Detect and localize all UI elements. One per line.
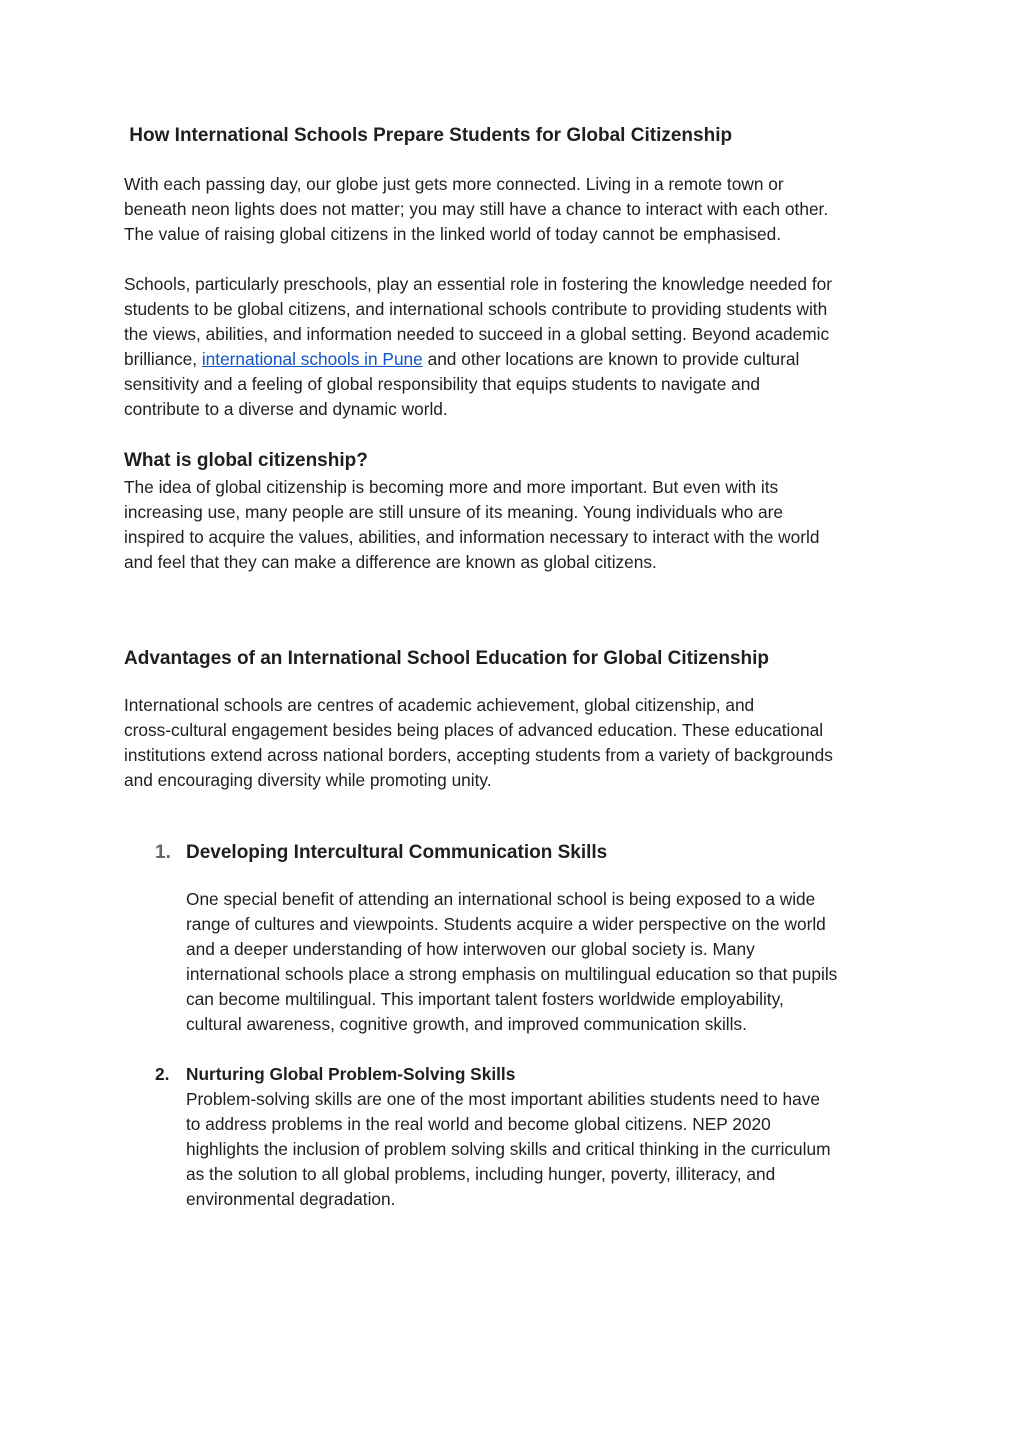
text-line: increasing use, many people are still unsure of its meaning. Young individuals who are xyxy=(124,502,784,522)
list-number: 1. xyxy=(155,842,171,863)
text-line: International schools are centres of academic achievement, global citizenship, and xyxy=(124,695,755,715)
text-line: Schools, particularly preschools, play an essential role in fostering the knowledge needed for xyxy=(124,274,832,294)
text-line: range of cultures and viewpoints. Students acquire a wider perspective on the world xyxy=(186,914,826,934)
text-line: institutions extend across national borders, accepting students from a variety of backgrounds xyxy=(124,745,833,765)
text-line: One special benefit of attending an international school is being exposed to a wide xyxy=(186,889,816,909)
text-line: and feel that they can make a difference are known as global citizens. xyxy=(124,552,657,572)
text-line-with-link xyxy=(124,347,914,372)
text-line: cultural awareness, cognitive growth, and improved communication skills. xyxy=(186,1014,747,1034)
advantages-paragraph xyxy=(124,693,914,793)
list-item-heading: Developing Intercultural Communication Skills xyxy=(186,842,608,863)
text-line: inspired to acquire the values, abilities, and information necessary to interact with the world xyxy=(124,527,820,547)
text-line: environmental degradation. xyxy=(186,1189,396,1209)
advantages-heading: Advantages of an International School Education for Global Citizenship xyxy=(124,648,769,669)
text-line: Problem-solving skills are one of the most important abilities students need to have xyxy=(186,1089,820,1109)
document-title: How International Schools Prepare Students for Global Citizenship xyxy=(124,125,733,146)
link-prefix: brilliance, xyxy=(124,349,202,369)
text-line: international schools place a strong emphasis on multilingual education so that pupils xyxy=(186,964,838,984)
text-line: highlights the inclusion of problem solving skills and critical thinking in the curriculum xyxy=(186,1139,831,1159)
text-line: cross-cultural engagement besides being places of advanced education. These educational xyxy=(124,720,824,740)
text-line: as the solution to all global problems, including hunger, poverty, illiteracy, and xyxy=(186,1164,776,1184)
text-line: The value of raising global citizens in the linked world of today cannot be emphasised. xyxy=(124,224,782,244)
text-line: the views, abilities, and information needed to succeed in a global setting. Beyond academic xyxy=(124,324,830,344)
international-schools-pune-link[interactable]: international schools in Pune xyxy=(201,349,423,369)
list-number: 2. xyxy=(155,1064,170,1084)
text-line: students to be global citizens, and international schools contribute to providing students with xyxy=(124,299,828,319)
text-line: contribute to a diverse and dynamic world. xyxy=(124,399,448,419)
text-line: beneath neon lights does not matter; you may still have a chance to interact with each other. xyxy=(124,199,829,219)
text-line: to address problems in the real world and become global citizens. NEP 2020 xyxy=(186,1114,771,1134)
list-item-heading: Nurturing Global Problem-Solving Skills xyxy=(186,1064,516,1084)
global-citizenship-paragraph xyxy=(124,475,914,575)
list-item-paragraph xyxy=(186,1087,916,1212)
list-item-paragraph xyxy=(186,887,916,1037)
global-citizenship-heading: What is global citizenship? xyxy=(124,450,368,471)
schools-paragraph xyxy=(124,272,914,422)
intro-paragraph xyxy=(124,172,914,247)
text-line: and a deeper understanding of how interwoven our global society is. Many xyxy=(186,939,755,959)
text-line: The idea of global citizenship is becoming more and more important. But even with its xyxy=(124,477,779,497)
link-suffix: and other locations are known to provide cultural xyxy=(422,349,800,369)
text-line: can become multilingual. This important talent fosters worldwide employability, xyxy=(186,989,784,1009)
text-line: With each passing day, our globe just gets more connected. Living in a remote town or xyxy=(124,174,784,194)
text-line: and encouraging diversity while promoting unity. xyxy=(124,770,492,790)
text-line: sensitivity and a feeling of global responsibility that equips students to navigate and xyxy=(124,374,760,394)
